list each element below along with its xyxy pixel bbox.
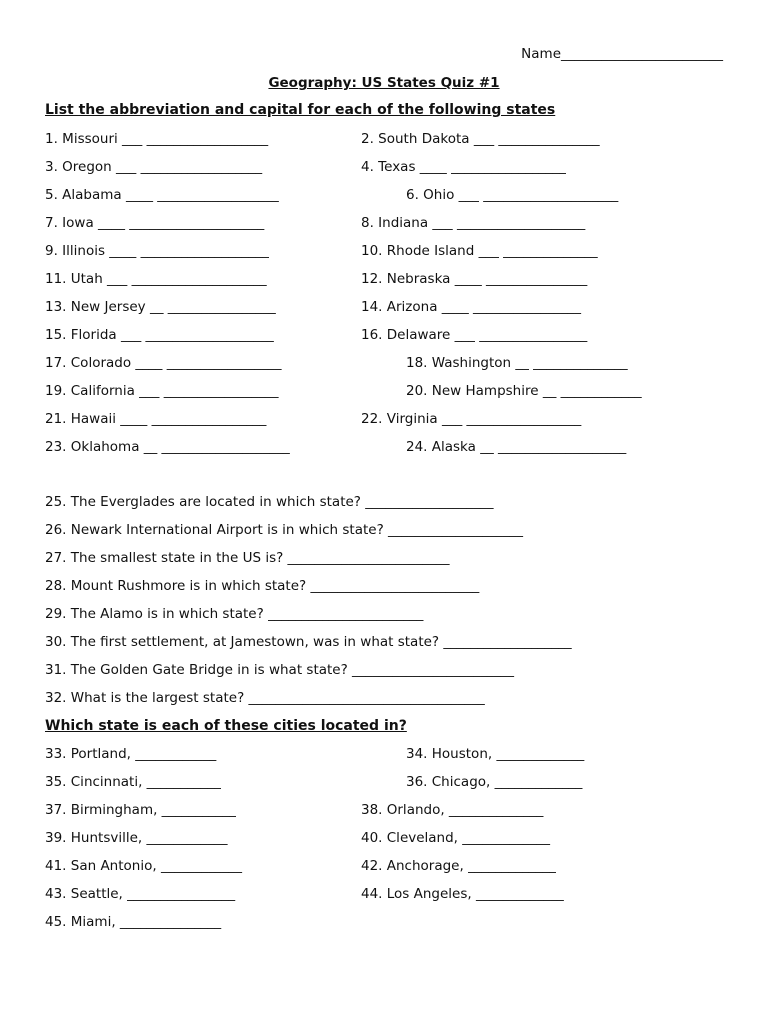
city-item[interactable]: 40. Cleveland, _____________ bbox=[361, 830, 551, 846]
city-item[interactable]: 43. Seattle, ________________ bbox=[45, 886, 236, 902]
city-item[interactable]: 34. Houston, _____________ bbox=[406, 746, 585, 762]
question-item[interactable]: 31. The Golden Gate Bridge in is what state? ________________________ bbox=[45, 662, 515, 678]
city-item[interactable]: 41. San Antonio, ____________ bbox=[45, 858, 242, 874]
state-item[interactable]: 15. Florida ___ ___________________ bbox=[45, 327, 274, 343]
question-item[interactable]: 26. Newark International Airport is in which state? ____________________ bbox=[45, 522, 524, 538]
state-item[interactable]: 2. South Dakota ___ _______________ bbox=[361, 131, 600, 147]
state-item[interactable]: 5. Alabama ____ __________________ bbox=[45, 187, 279, 203]
question-item[interactable]: 25. The Everglades are located in which state? ___________________ bbox=[45, 494, 494, 510]
city-item[interactable]: 35. Cincinnati, ___________ bbox=[45, 774, 221, 790]
question-item[interactable]: 32. What is the largest state? ___________________________________ bbox=[45, 690, 485, 706]
state-item[interactable]: 10. Rhode Island ___ ______________ bbox=[361, 243, 598, 259]
state-item[interactable]: 3. Oregon ___ __________________ bbox=[45, 159, 263, 175]
state-item[interactable]: 19. California ___ _________________ bbox=[45, 383, 279, 399]
city-item[interactable]: 44. Los Angeles, _____________ bbox=[361, 886, 564, 902]
state-item[interactable]: 24. Alaska __ ___________________ bbox=[406, 439, 627, 455]
section-instruction-abbreviations: List the abbreviation and capital for each of the following states bbox=[45, 102, 556, 118]
state-item[interactable]: 22. Virginia ___ _________________ bbox=[361, 411, 582, 427]
city-item[interactable]: 45. Miami, _______________ bbox=[45, 914, 222, 930]
city-item[interactable]: 42. Anchorage, _____________ bbox=[361, 858, 556, 874]
state-item[interactable]: 18. Washington __ ______________ bbox=[406, 355, 628, 371]
state-item[interactable]: 13. New Jersey __ ________________ bbox=[45, 299, 276, 315]
question-item[interactable]: 28. Mount Rushmore is in which state? _________________________ bbox=[45, 578, 480, 594]
state-item[interactable]: 11. Utah ___ ____________________ bbox=[45, 271, 267, 287]
state-item[interactable]: 7. Iowa ____ ____________________ bbox=[45, 215, 265, 231]
state-item[interactable]: 9. Illinois ____ ___________________ bbox=[45, 243, 269, 259]
state-item[interactable]: 16. Delaware ___ ________________ bbox=[361, 327, 588, 343]
state-item[interactable]: 6. Ohio ___ ____________________ bbox=[406, 187, 619, 203]
state-item[interactable]: 14. Arizona ____ ________________ bbox=[361, 299, 582, 315]
state-item[interactable]: 20. New Hampshire __ ____________ bbox=[406, 383, 642, 399]
state-item[interactable]: 4. Texas ____ _________________ bbox=[361, 159, 566, 175]
city-item[interactable]: 36. Chicago, _____________ bbox=[406, 774, 583, 790]
question-item[interactable]: 27. The smallest state in the US is? ________________________ bbox=[45, 550, 450, 566]
question-item[interactable]: 29. The Alamo is in which state? _______________________ bbox=[45, 606, 424, 622]
state-item[interactable]: 23. Oklahoma __ ___________________ bbox=[45, 439, 290, 455]
city-item[interactable]: 39. Huntsville, ____________ bbox=[45, 830, 228, 846]
quiz-title: Geography: US States Quiz #1 bbox=[268, 75, 500, 91]
city-item[interactable]: 33. Portland, ____________ bbox=[45, 746, 217, 762]
city-item[interactable]: 38. Orlando, ______________ bbox=[361, 802, 544, 818]
name-field[interactable]: Name________________________ bbox=[521, 46, 723, 62]
state-item[interactable]: 21. Hawaii ____ _________________ bbox=[45, 411, 267, 427]
state-item[interactable]: 8. Indiana ___ ___________________ bbox=[361, 215, 586, 231]
section-instruction-cities: Which state is each of these cities located in? bbox=[45, 718, 407, 734]
state-item[interactable]: 17. Colorado ____ _________________ bbox=[45, 355, 282, 371]
state-item[interactable]: 12. Nebraska ____ _______________ bbox=[361, 271, 588, 287]
state-item[interactable]: 1. Missouri ___ __________________ bbox=[45, 131, 269, 147]
question-item[interactable]: 30. The first settlement, at Jamestown, was in what state? ___________________ bbox=[45, 634, 572, 650]
city-item[interactable]: 37. Birmingham, ___________ bbox=[45, 802, 236, 818]
